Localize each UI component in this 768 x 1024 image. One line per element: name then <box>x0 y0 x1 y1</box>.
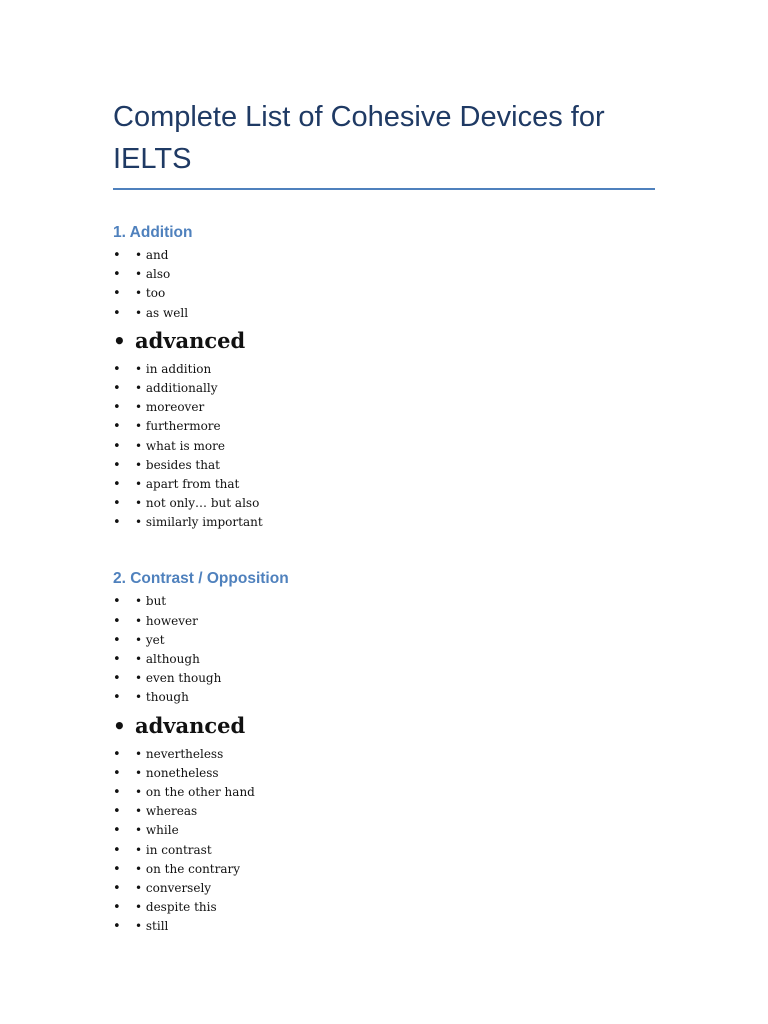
document-title: Complete List of Cohesive Devices for IELTS <box>113 96 655 190</box>
list-item-text: • despite this <box>135 900 217 915</box>
word-list <box>113 246 655 532</box>
bullet-icon: • <box>113 690 121 706</box>
bullet-icon: • <box>113 594 121 610</box>
bullet-icon: • <box>113 400 121 416</box>
list-item-text: • whereas <box>135 804 198 819</box>
list-item-text: • on the contrary <box>135 861 241 876</box>
bullet-icon: • <box>113 713 126 738</box>
list-item-text: • though <box>135 690 189 705</box>
list-item <box>113 456 655 475</box>
bullet-icon: • <box>113 804 121 820</box>
bullet-icon: • <box>113 880 121 896</box>
list-item <box>113 879 655 898</box>
bullet-icon: • <box>113 842 121 858</box>
bullet-icon: • <box>113 632 121 648</box>
list-item-text: • yet <box>135 632 165 647</box>
list-item <box>113 688 655 707</box>
list-item-text: • too <box>135 286 166 301</box>
list-item <box>113 764 655 783</box>
list-item-text: • apart from that <box>135 476 240 491</box>
list-item <box>113 631 655 650</box>
advanced-label <box>113 324 655 358</box>
list-item <box>113 379 655 398</box>
section-heading: 2. Contrast / Opposition <box>113 570 289 588</box>
list-item <box>113 265 655 284</box>
bullet-icon: • <box>113 286 121 302</box>
list-item <box>113 437 655 456</box>
bullet-icon: • <box>113 823 121 839</box>
list-item <box>113 475 655 494</box>
list-item <box>113 783 655 802</box>
bullet-icon: • <box>113 496 121 512</box>
bullet-icon: • <box>113 419 121 435</box>
list-item-text: • conversely <box>135 880 212 895</box>
section-heading: 1. Addition <box>113 224 193 241</box>
list-item-text: • besides that <box>135 457 220 472</box>
advanced-label-text: advanced <box>135 712 246 738</box>
list-item-text: • while <box>135 823 179 838</box>
list-item-text: • nonetheless <box>135 765 219 780</box>
bullet-icon: • <box>113 328 126 353</box>
list-item <box>113 802 655 821</box>
word-list <box>113 592 655 936</box>
list-item <box>113 494 655 513</box>
bullet-icon: • <box>113 515 121 531</box>
list-item <box>113 745 655 764</box>
list-item <box>113 898 655 917</box>
list-item <box>113 841 655 860</box>
list-item-text: • in addition <box>135 361 212 376</box>
bullet-icon: • <box>113 476 121 492</box>
list-item <box>113 917 655 936</box>
bullet-icon: • <box>113 380 121 396</box>
bullet-icon: • <box>113 919 121 935</box>
list-item-text: • on the other hand <box>135 784 255 799</box>
list-item-text: • in contrast <box>135 842 212 857</box>
list-item <box>113 360 655 379</box>
list-item <box>113 669 655 688</box>
list-item <box>113 398 655 417</box>
bullet-icon: • <box>113 267 121 283</box>
section-addition <box>113 223 655 532</box>
list-item-text: • as well <box>135 305 189 320</box>
bullet-icon: • <box>113 746 121 762</box>
list-item <box>113 304 655 323</box>
bullet-icon: • <box>113 861 121 877</box>
bullet-icon: • <box>113 671 121 687</box>
list-item-text: • also <box>135 267 171 282</box>
list-item-text: • not only… but also <box>135 496 260 511</box>
list-item <box>113 612 655 631</box>
list-item-text: • similarly important <box>135 515 263 530</box>
list-item <box>113 284 655 303</box>
bullet-icon: • <box>113 248 121 263</box>
bullet-icon: • <box>113 900 121 916</box>
bullet-icon: • <box>113 784 121 800</box>
bullet-icon: • <box>113 613 121 629</box>
list-item-text: • nevertheless <box>135 746 224 761</box>
list-item-text: • moreover <box>135 400 205 415</box>
list-item-text: • what is more <box>135 438 225 453</box>
advanced-label-text: advanced <box>135 327 246 353</box>
bullet-icon: • <box>113 765 121 781</box>
list-item <box>113 821 655 840</box>
document-page <box>113 96 655 936</box>
list-item <box>113 513 655 532</box>
list-item <box>113 417 655 436</box>
list-item-text: • furthermore <box>135 419 221 434</box>
bullet-icon: • <box>113 652 121 667</box>
list-item-text: • additionally <box>135 380 218 395</box>
list-item-text: • however <box>135 613 198 628</box>
bullet-icon: • <box>113 438 121 454</box>
list-item <box>113 650 655 669</box>
list-item <box>113 860 655 879</box>
bullet-icon: • <box>113 457 121 473</box>
list-item-text: • still <box>135 919 169 934</box>
list-item-text: • but <box>135 594 167 609</box>
list-item-text: • although <box>135 652 200 666</box>
advanced-label <box>113 709 655 743</box>
list-item <box>113 246 655 265</box>
bullet-icon: • <box>113 361 121 377</box>
section-contrast <box>113 569 655 936</box>
list-item-text: • and <box>135 248 169 262</box>
bullet-icon: • <box>113 305 121 321</box>
list-item-text: • even though <box>135 671 222 686</box>
list-item <box>113 592 655 611</box>
